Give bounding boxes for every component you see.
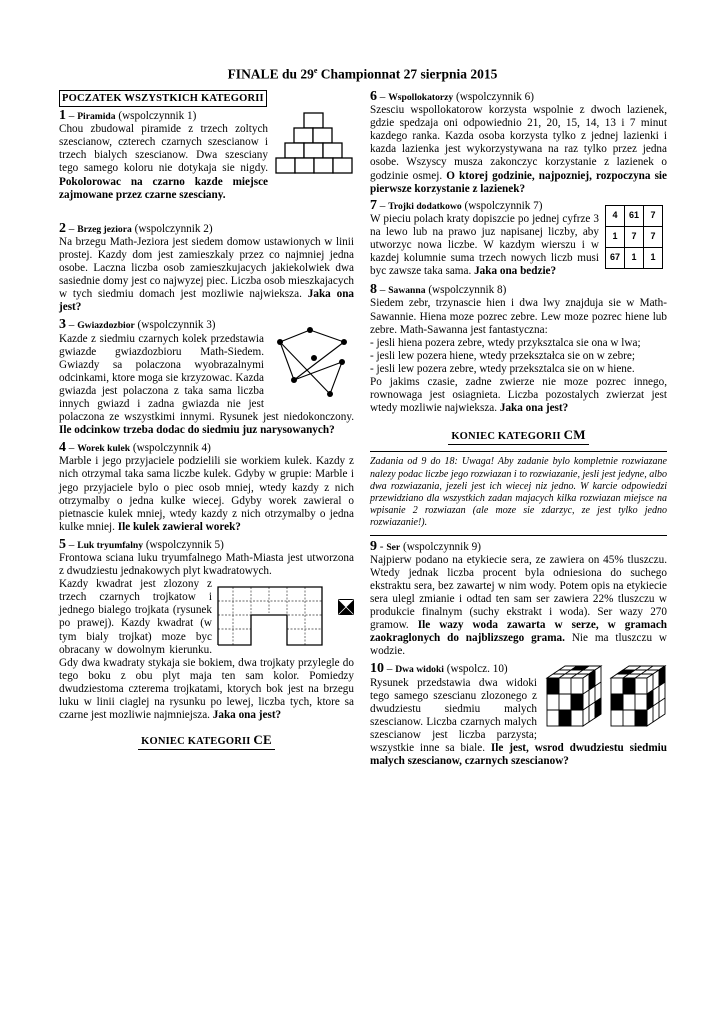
left-column xyxy=(59,90,354,750)
problem-3: 3 – Gwiazdozbior (wspolczynnik 3) Kazde z siedmiu czarnych kolek przedstawia gwiazde gwiazdozbioru Math-Siedem. Gwiazdy sa polaczona wyobrazalnymi odcinkami, ktore moga sie krzyzowac. Kazda gwiazda jest polaczona z taka sama liczba innych gwiazd i zadna gwiazda nie jest polaczona ze wszystkimi innymi. Rysunek jest niedokonczony. Ile odcinkow trzeba dodac do siedmiu juz narysowanych? xyxy=(59,317,354,437)
cube-views-figure xyxy=(543,658,667,730)
grid-cell: 1 xyxy=(606,226,625,247)
grid-cell: 4 xyxy=(606,205,625,226)
problem-8: 8 – Sawanna (wspolczynnik 8) Siedem zebr, trzynascie hien i dwa lwy znajduja sie w Math-Sawannie. Hiena moze pozrec zebre. Lew moze pozrec hiene lub zebre. Math-Sawanna jest fantastyczna: - jesli hiena pozera zebre, wtedy przyksztalca sie ona w lwa; - jesli lew pozera hiene, wtedy przekształca sie on w zebre; - jesli lew pozera zebre, wtedy przeksztalca sie on w hiene. Po jakims czasie, zadne zwierze nie moze pozrec innego, rownowaga jest osiagnieta. Liczba pozostalych zwierzat jest wtedy mozliwie najwieksza. Jaka ona jest? xyxy=(370,282,667,415)
problem-10: 10 – Dwa widoki (wspolcz. 10) Rysunek przedstawia dwa widoki tego samego szescianu zlozonego z dwudziestu siedmiu malych szescianow. Liczba czarnych malych szescianow jest liczba parzysta; wszystkie inne sa biale. Ile jest, wsrod dwudziestu siedmiu malych szescianow, czarnych szescianow? xyxy=(370,662,667,768)
arch-figures xyxy=(216,581,354,649)
grid-cell: 7 xyxy=(644,205,663,226)
arch-figure xyxy=(216,585,324,647)
grid-cell: 7 xyxy=(644,226,663,247)
number-grid xyxy=(605,205,663,269)
problem-1: 1 – Piramida (wspolczynnik 1) Chou zbudowal piramide z trzech zoltych szescianow, czterech czarnych szescianow i trzech bialych szescianow. Dwa szesciany tego samego koloru nie dotykaja sie nigdy. Pokolorowac na czarno kazde miejsce zajmowane przez czarne szesciany. xyxy=(59,109,354,202)
start-all-categories: POCZATEK WSZYSTKICH KATEGORII xyxy=(59,90,354,107)
grid-cell: 7 xyxy=(625,226,644,247)
constellation-figure xyxy=(270,320,354,398)
problem-6: 6 – Wspollokatorzy (wspolczynnik 6) Szesciu wspollokatorow korzysta wspolnie z dwoch lazienek, gdzie spedzaja oni odpowiednio 21, 20, 15, 14, 13 i 7 minut kazdego ranka. Kazda osoba korzysta tylko z jednej lazienki i kazda lazienka jest wykorzystywana na raz tylko przez jedna osobe. Wszyscy musza zakonczyc korzystanie z lazienek o godzinie osmej. O ktorej godzinie, najpozniej, rozpoczyna sie pierwsze korzystanie z lazienek? xyxy=(370,89,668,195)
right-column xyxy=(370,90,667,768)
end-category-ce: KONIEC KATEGORII CE xyxy=(59,732,354,750)
problem-4: 4 – Worek kulek (wspolczynnik 4) Marble i jego przyjaciele podzielili sie workiem kulek. Kazdy z nich otrzymal taka sama liczbe kulek. Gdyby w grupie: Marble i jego przyjaciele bylo o piec osob mniej, wtedy kazdy z nich otrzymalby o jedna kulke wiecej. Gdyby worek zawieral o pietnascie kulek mniej, wtedy kazdy z nich otrzymalby o jedna kulke mniej. Ile kulek zawieral worek? xyxy=(59,440,354,533)
problem-2: 2 – Brzeg jeziora (wspolczynnik 2) Na brzegu Math-Jeziora jest siedem domow ustawionych w linii prostej. Kazdy dom jest zamieszkaly przez co najmniej jedna osobe. Laczna liczba osob zamieszkujacych jakiekolwiek dwa sasiednie domy jest co najwyzej piec. Liczba osob mieszkajacych w tych siedmiu domach jest mozliwie najwieksza. Jaka ona jest? xyxy=(59,220,355,314)
grid-cell: 1 xyxy=(625,247,644,268)
problem-9: 9 - Ser (wspolczynnik 9) Najpierw podano na etykiecie sera, ze zawiera on 45% tluszczu. Wtedy jednak liczba procent byla odniesiona do suchego ekstraktu sera, bez zawartej w nim wody. Potem opis na etykiecie sera ulegl zmianie i odtad ten sam ser zawiera 22% tluszczu w produkcie finalnym (suchy ekstrakt i woda). Ser wazy 270 gramow. Ile wazy woda zawarta w serze, w gramach zaokraglonych do najblizszego grama. Nie ma tluszczu w wodzie. xyxy=(370,538,668,658)
page-title: FINALE du 29e Championnat 27 sierpnia 2015 xyxy=(227,66,498,82)
tile-icon xyxy=(338,599,354,615)
note-box: Zadania od 9 do 18: Uwaga! Aby zadanie bylo kompletnie rozwiazane nalezy podac liczbe jego rozwiazan i to rozwiazanie, jesli jest jedyne, albo dwa rozwiazania, jezeli jest ich wiecej niz jedno. W karcie odpowiedzi przewidziano dla wszystkich zadan majacych kilka rozwiazan miejsce na wpisanie 2 rozwiazan (ale moze sie zdarzyc, ze jest tylko jedno rozwiazanie!). xyxy=(370,451,667,535)
pyramid-figure xyxy=(274,111,354,177)
grid-cell: 61 xyxy=(625,205,644,226)
grid-cell: 1 xyxy=(644,247,663,268)
problem-5: 5 – Luk tryumfalny (wspolczynnik 5) Frontowa sciana luku tryumfalnego Math-Miasta jest utworzona z dwudziestu jednakowych plyt kwadratowych. Kazdy kwadrat jest zlozony z trzech czarnych trojkatow i jednego bialego trojkata (rysunek po prawej). Kazdy kwadrat (w tym bialy trojkat) moze byc obracany w dowolnym kierunku. Gdy dwa kwadraty stykaja sie bokiem, dwa trojkaty przylegle do tego boku z obu plyt maja ten sam kolor. Pomiedzy dwudziestoma czterema trojkatami, ktorych bok jest na brzegu luku w linii ciaglej na rysunku po lewej, liczba tych, ktore sa czarne jest mozliwie najmniejsza. Jaka ona jest? xyxy=(59,536,354,722)
grid-cell: 67 xyxy=(606,247,625,268)
problem-7: 4 61 7 1 7 7 67 1 1 7 – Trojki dodatkowo (wspolczynnik 7) W pieciu polach kraty dopiszcie po jednej cyfrze 3 na lewo lub na prawo juz napisanej liczby, aby utworzyc nowa liczbe. W kazdym wierszu i w kazdej kolumnie suma trzech nowych liczb musi byc zawsze taka sama. Jaka ona bedzie? xyxy=(370,199,667,279)
end-category-cm: KONIEC KATEGORII CM xyxy=(370,427,667,445)
